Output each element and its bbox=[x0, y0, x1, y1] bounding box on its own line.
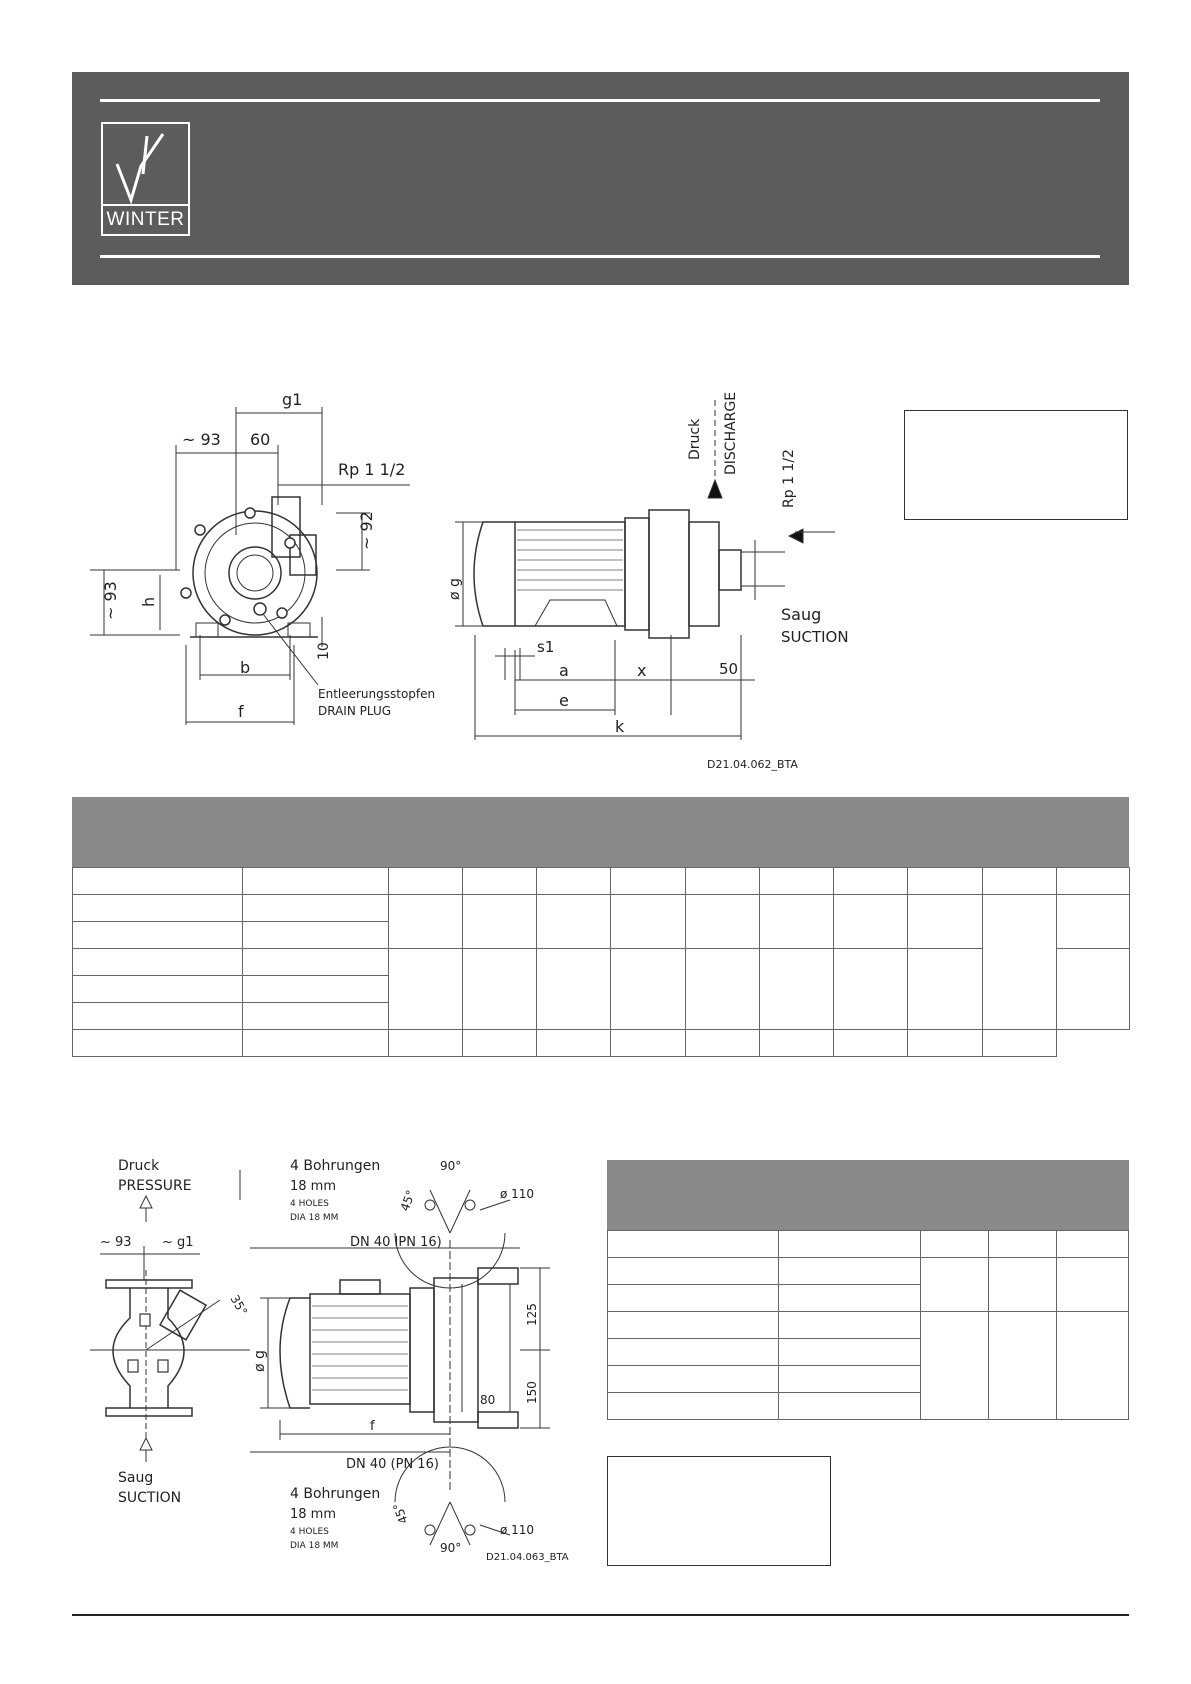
dimensions-table-1 bbox=[72, 867, 1130, 1057]
dim-60: 60 bbox=[250, 430, 271, 449]
dimensions-table-2 bbox=[607, 1230, 1129, 1420]
footer-rule bbox=[72, 1614, 1129, 1616]
pump-side-view-drawing bbox=[90, 385, 450, 765]
phi-g-label-2: ø g bbox=[252, 1350, 268, 1372]
drain-plug-label-en: DRAIN PLUG bbox=[318, 704, 392, 718]
dim-92: ~ 92 bbox=[357, 511, 376, 550]
table-1-header-band bbox=[72, 797, 1129, 867]
front-rp-label: Rp 1 1/2 bbox=[781, 449, 797, 508]
table-2-header-band bbox=[607, 1160, 1129, 1230]
suction-label: SUCTION bbox=[781, 628, 849, 646]
header-band bbox=[72, 72, 1129, 285]
note-box-1 bbox=[904, 410, 1128, 520]
header-bottom-rule bbox=[100, 255, 1100, 258]
drawing-code-2: D21.04.063_BTA bbox=[486, 1552, 569, 1563]
table-row bbox=[73, 1030, 1130, 1057]
table-row bbox=[73, 895, 1130, 922]
angle-45-top: 45° bbox=[397, 1188, 419, 1214]
dim-93: ~ 93 bbox=[182, 430, 221, 449]
dim-s1: s1 bbox=[537, 638, 555, 656]
logo-w-mark bbox=[103, 124, 188, 208]
drain-plug-label-de: Entleerungsstopfen bbox=[318, 687, 436, 701]
dim-f: f bbox=[238, 702, 244, 721]
holes-top-dia: DIA 18 MM bbox=[290, 1213, 339, 1223]
dn-top-label: DN 40 IPN 16) bbox=[350, 1235, 442, 1250]
dim-93-vertical: ~ 93 bbox=[101, 581, 120, 620]
holes-bottom-dia: DIA 18 MM bbox=[290, 1541, 339, 1551]
discharge-label: DISCHARGE bbox=[723, 391, 739, 475]
dim-80: 80 bbox=[480, 1393, 496, 1407]
dim-h: h bbox=[139, 596, 158, 607]
angle-90-bottom: 90° bbox=[440, 1541, 462, 1555]
dim-150: 150 bbox=[525, 1381, 539, 1404]
inline-pump-drawing bbox=[90, 1150, 580, 1570]
header-top-rule bbox=[100, 99, 1100, 102]
holes-top-mm: 18 mm bbox=[290, 1179, 337, 1194]
pump-front-view-drawing bbox=[447, 380, 875, 780]
angle-35: 35° bbox=[227, 1292, 251, 1318]
holes-bottom-de: 4 Bohrungen bbox=[290, 1486, 381, 1502]
dim-f-2: f bbox=[370, 1419, 375, 1434]
dim-93-2: ~ 93 bbox=[100, 1235, 132, 1250]
dim-g1: g1 bbox=[282, 390, 303, 409]
druck-label-2: Druck bbox=[118, 1158, 160, 1174]
table-row bbox=[73, 949, 1130, 976]
dim-125: 125 bbox=[525, 1303, 539, 1326]
dim-k: k bbox=[615, 717, 625, 736]
dim-50: 50 bbox=[719, 660, 739, 678]
dim-g1-2: ~ g1 bbox=[162, 1235, 194, 1250]
logo-wordmark: WINTER bbox=[103, 204, 188, 234]
dn-bottom-label: DN 40 (PN 16) bbox=[346, 1457, 439, 1472]
holes-top-de: 4 Bohrungen bbox=[290, 1158, 381, 1174]
winter-logo bbox=[101, 122, 190, 236]
drawing-code-1: D21.04.062_BTA bbox=[707, 758, 798, 771]
dia-110-top: ø 110 bbox=[500, 1187, 535, 1201]
pressure-label: PRESSURE bbox=[118, 1178, 192, 1194]
dia-110-bottom: ø 110 bbox=[500, 1523, 535, 1537]
dim-rp: Rp 1 1/2 bbox=[338, 460, 406, 479]
dim-e: e bbox=[559, 691, 569, 710]
angle-90-top: 90° bbox=[440, 1159, 462, 1173]
holes-bottom-mm: 18 mm bbox=[290, 1507, 337, 1522]
table-row bbox=[608, 1231, 1129, 1258]
holes-top-en: 4 HOLES bbox=[290, 1199, 329, 1209]
saug-label-2: Saug bbox=[118, 1470, 154, 1486]
druck-label: Druck bbox=[687, 418, 703, 460]
dim-x: x bbox=[637, 661, 647, 680]
phi-g-label: ø g bbox=[447, 578, 463, 600]
suction-label-2: SUCTION bbox=[118, 1490, 182, 1506]
saug-label: Saug bbox=[781, 605, 822, 624]
dim-10: 10 bbox=[316, 642, 332, 660]
angle-45-bottom: 45° bbox=[390, 1500, 411, 1526]
note-box-2 bbox=[607, 1456, 831, 1566]
table-row bbox=[608, 1258, 1129, 1285]
table-row bbox=[73, 868, 1130, 895]
dim-b: b bbox=[240, 658, 251, 677]
dim-a: a bbox=[559, 661, 569, 680]
holes-bottom-en: 4 HOLES bbox=[290, 1527, 329, 1537]
table-row bbox=[608, 1312, 1129, 1339]
